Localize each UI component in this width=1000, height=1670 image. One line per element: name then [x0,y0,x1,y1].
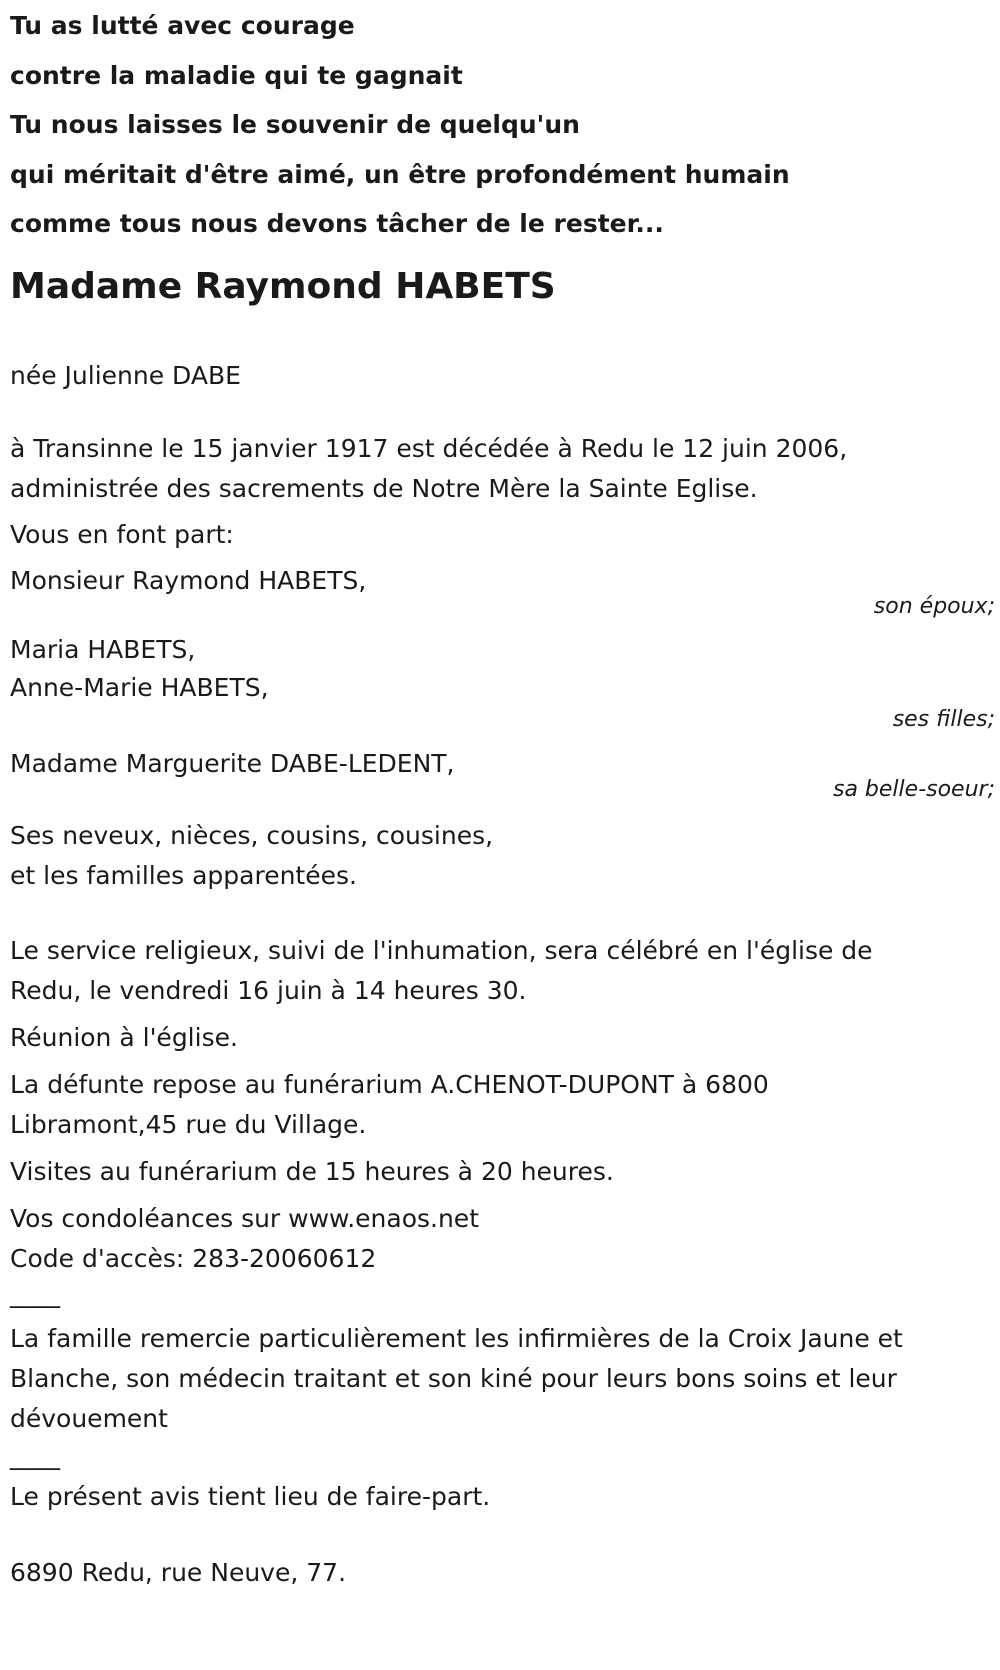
service-line: Le service religieux, suivi de l'inhumation, sera célébré en l'église de [10,935,873,965]
announcement-line: à Transinne le 15 janvier 1917 est décédée à Redu le 12 juin 2006, [10,433,848,463]
funeral-home-line: La défunte repose au funérarium A.CHENOT-DUPONT à 6800 [10,1069,769,1099]
visits-info: Visites au funérarium de 15 heures à 20 heures. [10,1156,614,1186]
family-address: 6890 Redu, rue Neuve, 77. [10,1557,347,1587]
thanks-message [10,1319,995,1439]
spouse-role: son époux; [873,593,995,619]
access-code: Code d'accès: 283-20060612 [10,1243,377,1273]
spouse-name: Monsieur Raymond HABETS, [10,565,367,595]
obituary-notice [10,0,995,1593]
thanks-line: dévouement [10,1403,168,1433]
announcement-line: administrée des sacrements de Notre Mère la Sainte Eglise. [10,473,758,503]
funeral-home-line: Libramont,45 rue du Village. [10,1109,367,1139]
poem [10,1,995,249]
poem-line: Tu as lutté avec courage [10,11,355,40]
sister-in-law-name: Madame Marguerite DABE-LEDENT, [10,748,455,778]
notice-text: Le présent avis tient lieu de faire-part. [10,1481,491,1511]
daughter-name: Anne-Marie HABETS, [10,672,269,702]
thanks-line: La famille remercie particulièrement les infirmières de la Croix Jaune et [10,1323,903,1353]
announcement [10,429,995,509]
relatives-line: et les familles apparentées. [10,860,357,890]
thanks-line: Blanche, son médecin traitant et son kiné pour leurs bons soins et leur [10,1363,897,1393]
funeral-home-info [10,1065,995,1145]
relatives-line: Ses neveux, nièces, cousins, cousines, [10,820,494,850]
family-intro: Vous en font part: [10,519,234,549]
meeting-info: Réunion à l'église. [10,1022,238,1052]
relatives [10,816,995,896]
poem-line: comme tous nous devons tâcher de le rester... [10,209,664,238]
poem-line: Tu nous laisses le souvenir de quelqu'un [10,110,580,139]
separator: ____ [10,1278,60,1308]
poem-line: qui méritait d'être aimé, un être profondément humain [10,159,790,189]
deceased-name: Madame Raymond HABETS [10,265,556,307]
condolences-info [10,1199,995,1279]
service-info [10,931,995,1011]
condolences-line: Vos condoléances sur www.enaos.net [10,1203,479,1233]
daughter-name: Maria HABETS, [10,634,196,664]
service-line: Redu, le vendredi 16 juin à 14 heures 30. [10,975,527,1005]
sister-in-law-role: sa belle-soeur; [833,776,995,802]
poem-line: contre la maladie qui te gagnait [10,60,463,90]
daughters-role: ses filles; [892,706,995,732]
birth-name: née Julienne DABE [10,360,241,390]
separator: ____ [10,1440,60,1470]
